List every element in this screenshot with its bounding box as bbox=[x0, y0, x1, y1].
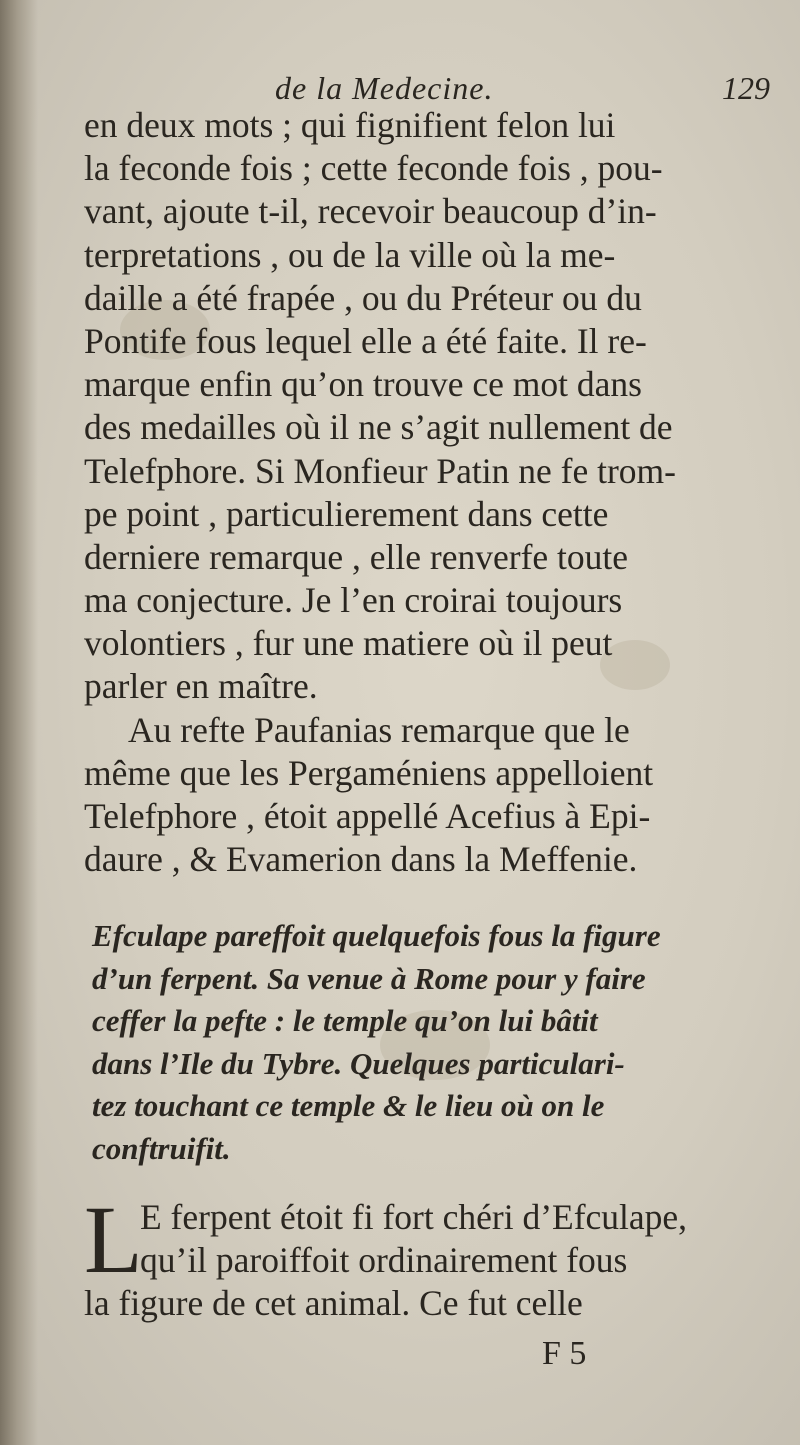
text-line: même que les Pergaméniens appelloient bbox=[84, 752, 654, 793]
text-line: daure , & Evamerion dans la Meffenie. bbox=[84, 839, 638, 880]
chapter-summary bbox=[92, 915, 764, 1170]
text-line: terpretations , ou de la ville où la me- bbox=[84, 234, 616, 275]
page-gutter-shadow bbox=[0, 0, 38, 1445]
text-line: derniere remarque , elle renverfe toute bbox=[84, 536, 629, 577]
text-line: volontiers , fur une matiere où il peut bbox=[84, 623, 613, 664]
text-line: Telefphore. Si Monfieur Patin ne fe trom- bbox=[84, 450, 676, 491]
text-line: qu’il paroiffoit ordinairement fous bbox=[140, 1240, 628, 1281]
text-line: Au refte Paufanias remarque que le bbox=[128, 709, 630, 750]
text-line: E ferpent étoit fi fort chéri d’Efculape, bbox=[140, 1197, 688, 1237]
drop-cap: L bbox=[84, 1186, 143, 1293]
text-line: Pontife fous lequel elle a été faite. Il re- bbox=[84, 320, 647, 361]
text-line: la feconde fois ; cette feconde fois , pou- bbox=[84, 148, 663, 189]
running-title: de la Medecine. bbox=[275, 70, 494, 106]
text-line: en deux mots ; qui fignifient felon lui bbox=[84, 105, 616, 145]
text-line: Telefphore , étoit appellé Acefius à Epi- bbox=[84, 796, 651, 836]
text-line: ma conjecture. Je l’en croirai toujours bbox=[84, 580, 623, 621]
text-line: parler en maître. bbox=[84, 666, 318, 707]
signature-mark: F 5 bbox=[542, 1335, 587, 1372]
text-line: des medailles où il ne s’agit nullement de bbox=[84, 407, 673, 448]
text-line: pe point , particulierement dans cette bbox=[84, 493, 609, 534]
summary-line: ceffer la pefte : le temple qu’on lui bâtit bbox=[92, 1003, 598, 1038]
summary-line: d’un ferpent. Sa venue à Rome pour y faire bbox=[92, 960, 646, 996]
text-line: la figure de cet animal. Ce fut celle bbox=[84, 1283, 583, 1324]
summary-line: tez touchant ce temple & le lieu où on le bbox=[92, 1088, 605, 1123]
text-line: marque enfin qu’on trouve ce mot dans bbox=[84, 364, 642, 405]
text-line: daille a été frapée , ou du Préteur ou du bbox=[84, 277, 642, 318]
summary-line: Efculape pareffoit quelquefois fous la figure bbox=[92, 918, 661, 953]
summary-line: dans l’Ile du Tybre. Quelques particulari- bbox=[92, 1045, 625, 1081]
section-text bbox=[84, 1186, 774, 1326]
page-number: 129 bbox=[722, 70, 770, 106]
text-line: vant, ajoute t-il, recevoir beaucoup d’in- bbox=[84, 191, 657, 232]
body-text bbox=[84, 104, 764, 881]
summary-line: conftruifit. bbox=[92, 1130, 231, 1166]
